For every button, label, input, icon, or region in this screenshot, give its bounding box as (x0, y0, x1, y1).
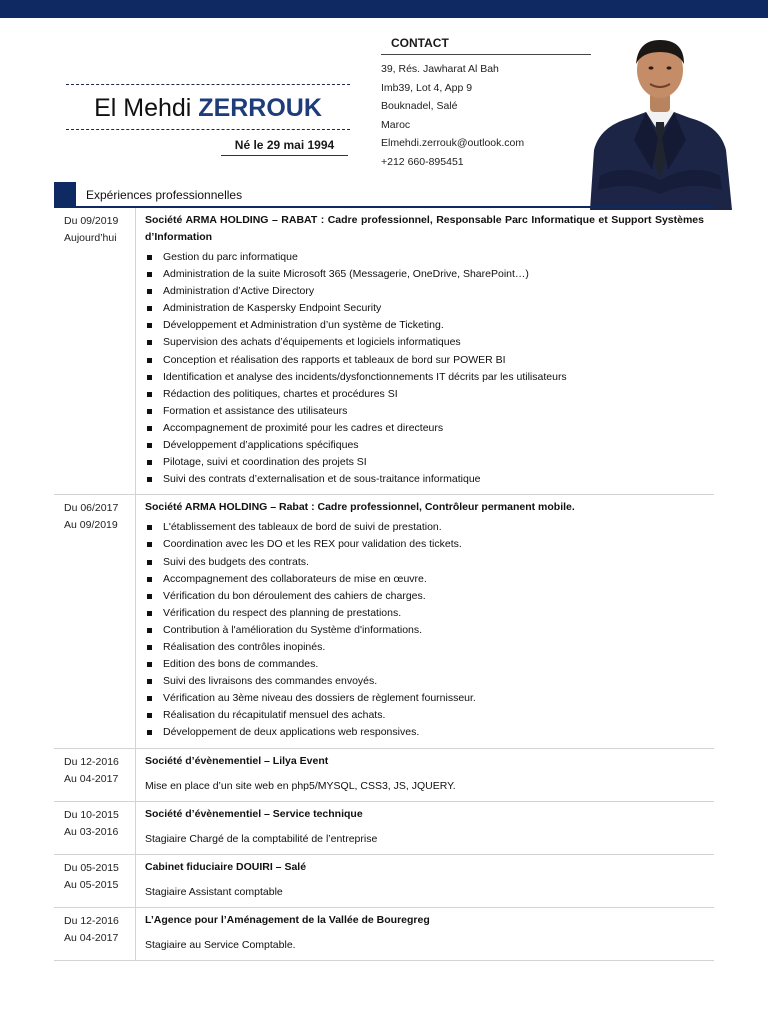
date-from: Du 10-2015 (64, 808, 119, 821)
task-item: Développement d’applications spécifiques (145, 437, 704, 454)
date-from: Du 09/2019 (64, 215, 119, 227)
contact-address-2: Imb39, Lot 4, App 9 (381, 81, 473, 94)
contact-lines (381, 55, 591, 171)
job-description: Stagiaire Assistant comptable (145, 885, 283, 898)
task-item: Suivi des contrats d’externalisation et de sous-traitance informatique (145, 471, 704, 488)
section-marker (54, 182, 76, 208)
task-item: Développement et Administration d’un système de Ticketing. (145, 317, 704, 334)
task-item: Accompagnement de proximité pour les cadres et directeurs (145, 420, 704, 437)
task-item: Suivi des livraisons des commandes envoyés. (145, 673, 704, 690)
contact-block (381, 36, 591, 171)
date-from: Du 12-2016 (64, 914, 119, 927)
date-to: Au 04-2017 (64, 772, 119, 785)
task-item: Administration de la suite Microsoft 365 (Messagerie, OneDrive, SharePoint…) (145, 266, 704, 283)
section-title: Expériences professionnelles (86, 188, 243, 202)
task-item: Vérification du respect des planning de prestations. (145, 605, 704, 622)
date-to: Au 03-2016 (64, 825, 119, 838)
task-item: Suivi des budgets des contrats. (145, 554, 704, 571)
task-item: L'établissement des tableaux de bord de suivi de prestation. (145, 519, 704, 536)
birth-date: Né le 29 mai 1994 (221, 138, 348, 156)
experience-content (136, 749, 714, 801)
job-title: Société ARMA HOLDING – RABAT : Cadre professionnel, Responsable Parc Informatique et Support Systèmes d’Information (145, 214, 704, 243)
full-name (66, 85, 350, 129)
task-item: Supervision des achats d’équipements et logiciels informatiques (145, 334, 704, 351)
date-from: Du 05-2015 (64, 861, 119, 874)
job-title: Cabinet fiduciaire DOUIRI – Salé (145, 860, 307, 873)
job-title: Société d’évènementiel – Lilya Event (145, 754, 329, 767)
contact-country: Maroc (381, 118, 411, 131)
experience-row (54, 495, 714, 748)
experience-content (136, 908, 714, 960)
task-item: Edition des bons de commandes. (145, 656, 704, 673)
task-item: Vérification du bon déroulement des cahiers de charges. (145, 588, 704, 605)
contact-city: Bouknadel, Salé (381, 100, 458, 112)
task-item: Identification et analyse des incidents/dysfonctionnements IT décrits par les utilisateurs (145, 369, 704, 386)
contact-phone[interactable]: +212 660-895451 (381, 155, 464, 168)
date-from: Du 12-2016 (64, 755, 119, 768)
job-title: L’Agence pour l’Aménagement de la Vallée de Bouregreg (145, 913, 430, 926)
experience-content (136, 495, 714, 747)
task-item: Rédaction des politiques, chartes et procédures SI (145, 386, 704, 403)
experience-row (54, 802, 714, 855)
experience-dates (54, 908, 136, 960)
job-description: Mise en place d’un site web en php5/MYSQL, CSS3, JS, JQUERY. (145, 779, 456, 792)
experience-content (136, 802, 714, 854)
contact-title: CONTACT (381, 36, 591, 55)
task-item: Gestion du parc informatique (145, 249, 704, 266)
task-item: Contribution à l'amélioration du Système d'informations. (145, 622, 704, 639)
task-list (145, 249, 704, 488)
experience-row (54, 855, 714, 908)
experience-dates (54, 749, 136, 801)
experience-row (54, 908, 714, 961)
section-header (54, 182, 714, 208)
task-item: Pilotage, suivi et coordination des projets SI (145, 454, 704, 471)
task-item: Réalisation des contrôles inopinés. (145, 639, 704, 656)
experience-dates (54, 208, 136, 494)
experience-table (54, 208, 714, 961)
experience-row (54, 208, 714, 495)
task-item: Conception et réalisation des rapports et tableaux de bord sur POWER BI (145, 352, 704, 369)
experience-dates (54, 802, 136, 854)
contact-email[interactable]: Elmehdi.zerrouk@outlook.com (381, 137, 525, 149)
job-description: Stagiaire au Service Comptable. (145, 938, 296, 951)
task-item: Coordination avec les DO et les REX pour validation des tickets. (145, 536, 704, 553)
task-item: Administration de Kaspersky Endpoint Security (145, 300, 704, 317)
date-to: Au 09/2019 (64, 519, 118, 532)
last-name: ZERROUK (198, 94, 322, 122)
task-item: Réalisation du récapitulatif mensuel des achats. (145, 707, 704, 724)
date-from: Du 06/2017 (64, 502, 119, 515)
task-list (145, 519, 704, 741)
job-description: Stagiaire Chargé de la comptabilité de l’entreprise (145, 832, 378, 845)
experience-dates (54, 495, 136, 747)
job-title: Société d’évènementiel – Service technique (145, 807, 363, 820)
task-item: Formation et assistance des utilisateurs (145, 403, 704, 420)
experience-dates (54, 855, 136, 907)
name-bottom-divider (66, 129, 350, 130)
date-to: Aujourd’hui (64, 232, 117, 244)
contact-address-1: 39, Rés. Jawharat Al Bah (381, 63, 499, 75)
experience-row (54, 749, 714, 802)
task-item: Développement de deux applications web responsives. (145, 724, 704, 741)
task-item: Administration d’Active Directory (145, 283, 704, 300)
job-title: Société ARMA HOLDING – Rabat : Cadre professionnel, Contrôleur permanent mobile. (145, 501, 575, 514)
task-item: Accompagnement des collaborateurs de mise en œuvre. (145, 571, 704, 588)
experience-content (136, 855, 714, 907)
experience-content (136, 208, 714, 494)
first-name: El Mehdi (94, 94, 192, 122)
date-to: Au 04-2017 (64, 931, 119, 944)
name-block (66, 84, 350, 130)
top-bar (0, 0, 768, 18)
task-item: Vérification au 3ème niveau des dossiers de règlement fournisseur. (145, 690, 704, 707)
date-to: Au 05-2015 (64, 878, 119, 891)
